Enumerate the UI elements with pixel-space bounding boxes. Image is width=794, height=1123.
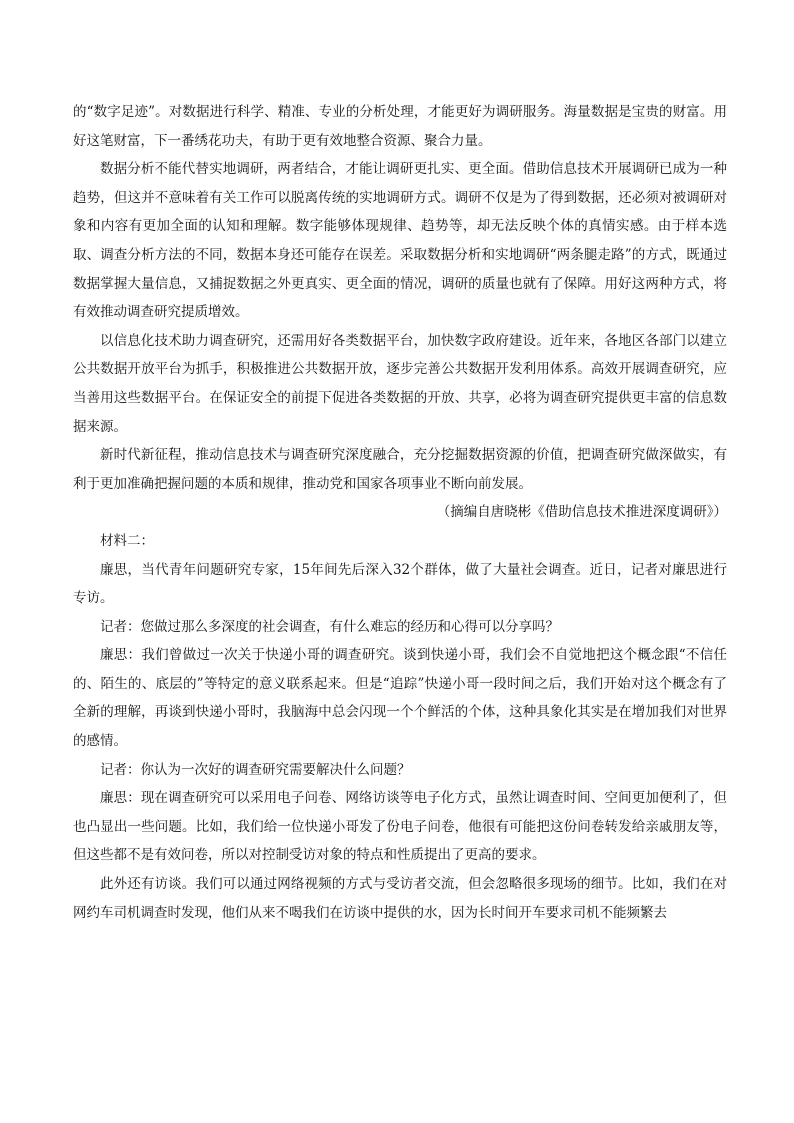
paragraph-answer-2: 廉思：现在调查研究可以采用电子问卷、网络访谈等电子化方式，虽然让调查时间、空间更加便利了，但也凸显出一些问题。比如，我们给一位快递小哥发了份电子问卷，他很有可能把这份问卷转发给亲戚朋友等，但这些都不是有效问卷，所以对控制受访对象的特点和性质提出了更高的要求。	[73, 790, 727, 864]
paragraph-answer-1: 廉思：我们曾做过一次关于快递小哥的调查研究。谈到快递小哥，我们会不自觉地把这个概念跟“不信任的、陌生的、底层的”等特定的意义联系起来。但是“追踪”快递小哥一段时间之后，我们开始对这个概念有了全新的理解，再谈到快递小哥时，我脑海中总会闪现一个个鲜活的个体，这种具象化其实是在增加我们对世界的感情。	[73, 647, 727, 750]
paragraph-4: 新时代新征程，推动信息技术与调查研究深度融合，充分挖掘数据资源的价值，把调查研究做深做实，有利于更加准确把握问题的本质和规律，推动党和国家各项事业不断向前发展。	[73, 447, 727, 492]
paragraph-reporter-question-2: 记者：你认为一次好的调查研究需要解决什么问题？	[100, 761, 411, 778]
document-body	[73, 98, 727, 927]
paragraph-interviewee-intro: 廉思，当代青年问题研究专家，15年间先后深入32个群体，做了大量社会调查。近日，记者对廉思进行专访。	[73, 561, 727, 607]
paragraph-2: 数据分析不能代替实地调研，两者结合，才能让调研更扎实、更全面。借助信息技术开展调研已成为一种趋势，但这并不意味着有关工作可以脱离传统的实地调研方式。调研不仅是为了得到数据，还必须对被调研对象和内容有更加全面的认知和理解。数字能够体现规律、趋势等，却无法反映个体的真情实感。由于样本选取、调查分析方法的不同，数据本身还可能存在误差。采取数据分析和实地调研“两条腿走路”的方式，既通过数据掌握大量信息，又捕捉数据之外更真实、更全面的情况，调研的质量也就有了保障。用好这两种方式，将有效推动调查研究提质增效。	[73, 161, 727, 321]
paragraph-3: 以信息化技术助力调查研究，还需用好各类数据平台，加快数字政府建设。近年来，各地区各部门以建立公共数据开放平台为抓手，积极推进公共数据开放，逐步完善公共数据开发利用体系。高效开展调查研究，应当善用这些数据平台。在保证安全的前提下促进各类数据的开放、共享，必将为调查研究提供更丰富的信息数据来源。	[73, 332, 727, 435]
section-heading-material-two: 材料二：	[100, 532, 154, 549]
source-citation: （摘编自唐晓彬《借助信息技术推进深度调研》）	[436, 504, 727, 521]
paragraph-reporter-question-1: 记者：您做过那么多深度的社会调查，有什么难忘的经历和心得可以分享吗？	[100, 618, 559, 635]
paragraph-answer-2-continued: 此外还有访谈。我们可以通过网络视频的方式与受访者交流，但会忽略很多现场的细节。比如，我们在对网约车司机调查时发现，他们从来不喝我们在访谈中提供的水，因为长时间开车要求司机不能频繁去	[73, 876, 727, 921]
paragraph-1: 的“数字足迹”。对数据进行科学、精准、专业的分析处理，才能更好为调研服务。海量数据是宝贵的财富。用好这笔财富，下一番绣花功夫，有助于更有效地整合资源、聚合力量。	[73, 104, 727, 149]
